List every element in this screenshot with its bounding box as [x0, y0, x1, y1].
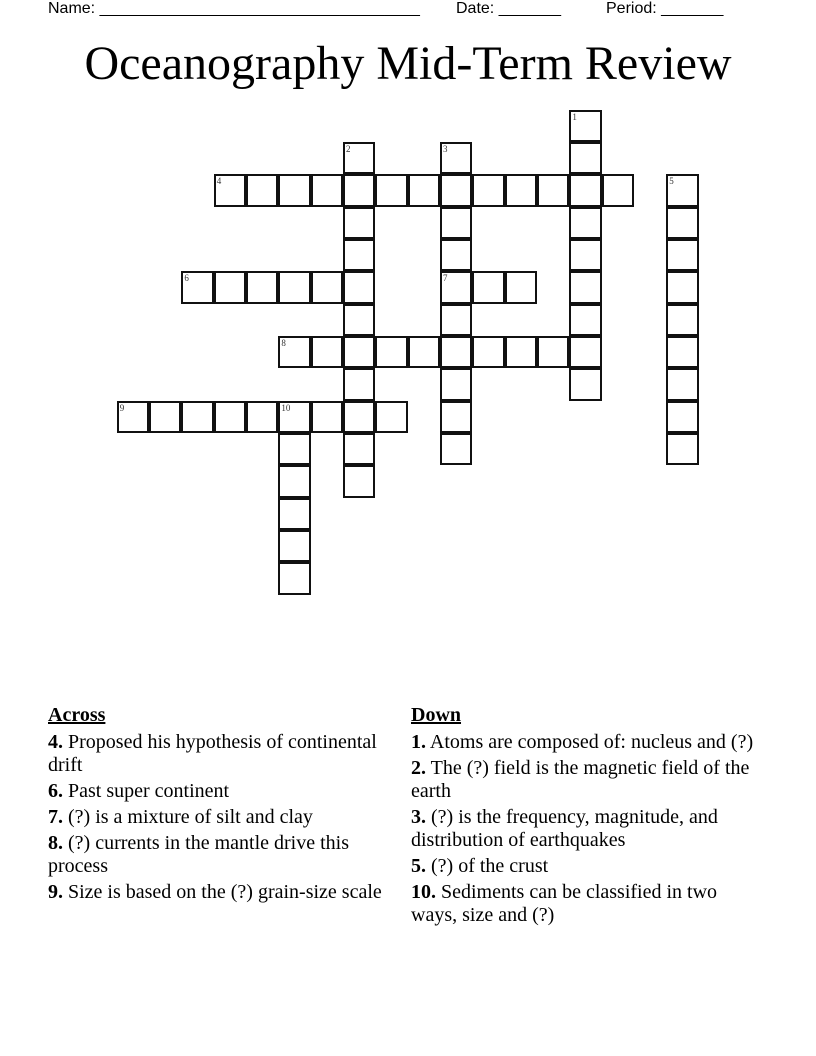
crossword-cell[interactable] [666, 174, 698, 206]
crossword-cell[interactable] [569, 271, 601, 303]
crossword-cell[interactable] [375, 401, 407, 433]
crossword-cell[interactable] [569, 142, 601, 174]
clue-number-label: 2 [346, 144, 351, 155]
crossword-cell[interactable] [343, 368, 375, 400]
crossword-cell[interactable] [181, 271, 213, 303]
clue-number-label: 5 [669, 176, 674, 187]
clue-across-8: 8. (?) currents in the mantle drive this process [48, 832, 350, 877]
crossword-cell[interactable] [472, 174, 504, 206]
crossword-cell[interactable] [440, 207, 472, 239]
crossword-cell[interactable] [149, 401, 181, 433]
crossword-cell[interactable] [408, 336, 440, 368]
clue-number-label: 6 [184, 273, 189, 284]
clue-number-label: 3 [443, 144, 448, 155]
crossword-cell[interactable] [408, 174, 440, 206]
crossword-cell[interactable] [440, 239, 472, 271]
clue-number-label: 8 [281, 338, 286, 348]
crossword-cell[interactable] [278, 271, 310, 303]
crossword-cell[interactable] [311, 401, 343, 433]
crossword-cell[interactable] [246, 271, 278, 303]
clue-down-1: 1. Atoms are composed of: nucleus and (?) [411, 731, 754, 753]
crossword-cell[interactable] [343, 142, 375, 174]
crossword-cell[interactable] [666, 368, 698, 400]
crossword-cell[interactable] [440, 368, 472, 400]
crossword-cell[interactable] [569, 110, 601, 142]
crossword-cell[interactable] [569, 304, 601, 336]
across-heading: Across [48, 704, 106, 726]
clue-number-label: 10 [281, 402, 291, 413]
crossword-cell[interactable] [343, 271, 375, 303]
crossword-cell[interactable] [343, 433, 375, 465]
crossword-cell[interactable] [440, 433, 472, 465]
crossword-cell[interactable] [602, 174, 634, 206]
crossword-cell[interactable] [343, 174, 375, 206]
crossword-cell[interactable] [214, 271, 246, 303]
period-field[interactable]: Period: _______ [606, 0, 724, 17]
crossword-cell[interactable] [440, 174, 472, 206]
clue-down-2: 2. The (?) field is the magnetic field of the earth [411, 757, 750, 802]
clue-number-label: 4 [216, 176, 222, 187]
crossword-cell[interactable] [505, 336, 537, 368]
crossword-cell[interactable] [278, 465, 310, 497]
crossword-cell[interactable] [343, 304, 375, 336]
crossword-cell[interactable] [278, 433, 310, 465]
clue-number-label: 7 [443, 273, 448, 284]
crossword-cell[interactable] [666, 207, 698, 239]
crossword-cell[interactable] [472, 271, 504, 303]
crossword-cell[interactable] [278, 336, 310, 368]
crossword-cell[interactable] [214, 401, 246, 433]
crossword-cell[interactable] [666, 336, 698, 368]
crossword-cell[interactable] [472, 336, 504, 368]
date-field[interactable]: Date: _______ [456, 0, 561, 17]
clue-across-7: 7. (?) is a mixture of silt and clay [48, 806, 313, 828]
crossword-cell[interactable] [537, 174, 569, 206]
clue-number-label: 1 [572, 111, 577, 122]
clue-across-6: 6. Past super continent [48, 780, 230, 802]
crossword-cell[interactable] [278, 401, 310, 433]
crossword-cell[interactable] [343, 336, 375, 368]
down-heading: Down [411, 704, 462, 726]
crossword-cell[interactable] [343, 239, 375, 271]
crossword-cell[interactable] [666, 239, 698, 271]
name-field[interactable]: Name: ____________________________________ [48, 0, 420, 17]
crossword-cell[interactable] [569, 174, 601, 206]
crossword-cell[interactable] [666, 304, 698, 336]
crossword-cell[interactable] [666, 433, 698, 465]
clue-across-9: 9. Size is based on the (?) grain-size scale [48, 881, 382, 903]
crossword-cell[interactable] [311, 336, 343, 368]
crossword-cell[interactable] [214, 174, 246, 206]
crossword-cell[interactable] [440, 271, 472, 303]
crossword-cell[interactable] [181, 401, 213, 433]
clue-number-label: 9 [119, 402, 125, 413]
across-clues [48, 703, 388, 907]
crossword-cell[interactable] [375, 336, 407, 368]
crossword-cell[interactable] [440, 336, 472, 368]
page-title: Oceanography Mid-Term Review [84, 37, 732, 90]
crossword-cell[interactable] [278, 562, 310, 594]
crossword-cell[interactable] [569, 207, 601, 239]
crossword-cell[interactable] [246, 401, 278, 433]
crossword-cell[interactable] [440, 304, 472, 336]
crossword-cell[interactable] [246, 174, 278, 206]
crossword-cell[interactable] [343, 207, 375, 239]
crossword-cell[interactable] [505, 271, 537, 303]
crossword-cell[interactable] [311, 271, 343, 303]
clue-down-5: 5. (?) of the crust [411, 855, 549, 877]
crossword-cell[interactable] [569, 239, 601, 271]
crossword-cell[interactable] [569, 368, 601, 400]
crossword-cell[interactable] [343, 401, 375, 433]
clue-down-3: 3. (?) is the frequency, magnitude, and distribution of earthquakes [411, 806, 718, 851]
crossword-cell[interactable] [117, 401, 149, 433]
clue-down-10: 10. Sediments can be classified in two ways, size and (?) [411, 881, 718, 926]
crossword-cell[interactable] [505, 174, 537, 206]
crossword-cell[interactable] [278, 530, 310, 562]
crossword-cell[interactable] [666, 401, 698, 433]
crossword-cell[interactable] [569, 336, 601, 368]
crossword-cell[interactable] [375, 174, 407, 206]
crossword-cell[interactable] [278, 174, 310, 206]
crossword-cell[interactable] [343, 465, 375, 497]
clue-across-4: 4. Proposed his hypothesis of continental drift [48, 731, 377, 776]
crossword-cell[interactable] [311, 174, 343, 206]
crossword-cell[interactable] [537, 336, 569, 368]
crossword-cell[interactable] [666, 271, 698, 303]
crossword-cell[interactable] [278, 498, 310, 530]
crossword-cell[interactable] [440, 142, 472, 174]
down-clues [411, 703, 756, 930]
crossword-cell[interactable] [440, 401, 472, 433]
